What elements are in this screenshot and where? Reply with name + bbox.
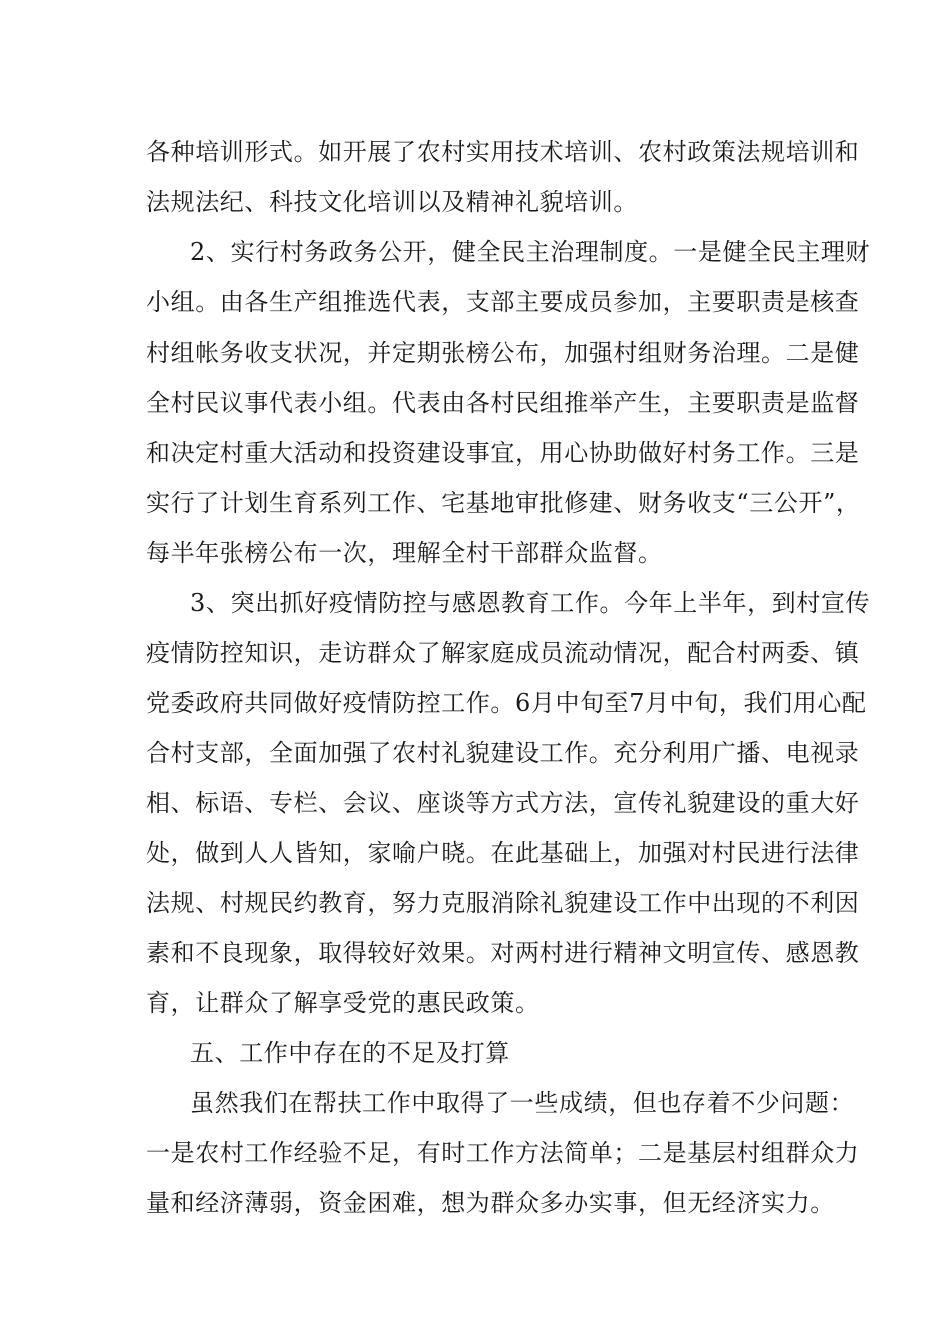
section-heading: 五、工作中存在的不足及打算 xyxy=(190,1039,510,1067)
text-line: 处，做到人人皆知，家喻户晓。在此基础上，加强对村民进行法律 xyxy=(146,839,860,867)
text-line: 村组帐务收支状况，并定期张榜公布，加强村组财务治理。二是健 xyxy=(146,339,860,367)
text-line: 素和不良现象，取得较好效果。对两村进行精神文明宣传、感恩教 xyxy=(146,939,860,967)
paragraph-start-line: 2、实行村务政务公开，健全民主治理制度。一是健全民主理财 xyxy=(190,238,871,266)
text-line: 育，让群众了解享受党的惠民政策。 xyxy=(146,989,540,1017)
paragraph-start-line: 3、突出抓好疫情防控与感恩教育工作。今年上半年，到村宣传 xyxy=(190,589,871,617)
text-line: 法规、村规民约教育，努力克服消除礼貌建设工作中出现的不利因 xyxy=(146,889,860,917)
text-line: 党委政府共同做好疫情防控工作。6月中旬至7月中旬，我们用心配 xyxy=(146,689,867,717)
paragraph-start-line: 虽然我们在帮扶工作中取得了一些成绩，但也存着不少问题： xyxy=(190,1089,855,1117)
text-line: 每半年张榜公布一次，理解全村干部群众监督。 xyxy=(146,539,663,567)
text-line: 全村民议事代表小组。代表由各村民组推举产生，主要职责是监督 xyxy=(146,389,860,417)
text-line: 和决定村重大活动和投资建设事宜，用心协助做好村务工作。三是 xyxy=(146,439,860,467)
text-line: 相、标语、专栏、会议、座谈等方式方法，宣传礼貌建设的重大好 xyxy=(146,789,860,817)
text-line: 合村支部，全面加强了农村礼貌建设工作。充分利用广播、电视录 xyxy=(146,739,860,767)
text-line: 小组。由各生产组推选代表，支部主要成员参加，主要职责是核查 xyxy=(146,288,860,316)
text-line: 各种培训形式。如开展了农村实用技术培训、农村政策法规培训和 xyxy=(146,138,860,166)
text-line: 量和经济薄弱，资金困难，想为群众多办实事，但无经济实力。 xyxy=(146,1189,835,1217)
text-line: 法规法纪、科技文化培训以及精神礼貌培训。 xyxy=(146,188,638,216)
text-line: 一是农村工作经验不足，有时工作方法简单；二是基层村组群众力 xyxy=(146,1139,860,1167)
text-line: 实行了计划生育系列工作、宅基地审批修建、财务收支“三公开”， xyxy=(146,489,861,517)
text-line: 疫情防控知识，走访群众了解家庭成员流动情况，配合村两委、镇 xyxy=(146,639,860,667)
